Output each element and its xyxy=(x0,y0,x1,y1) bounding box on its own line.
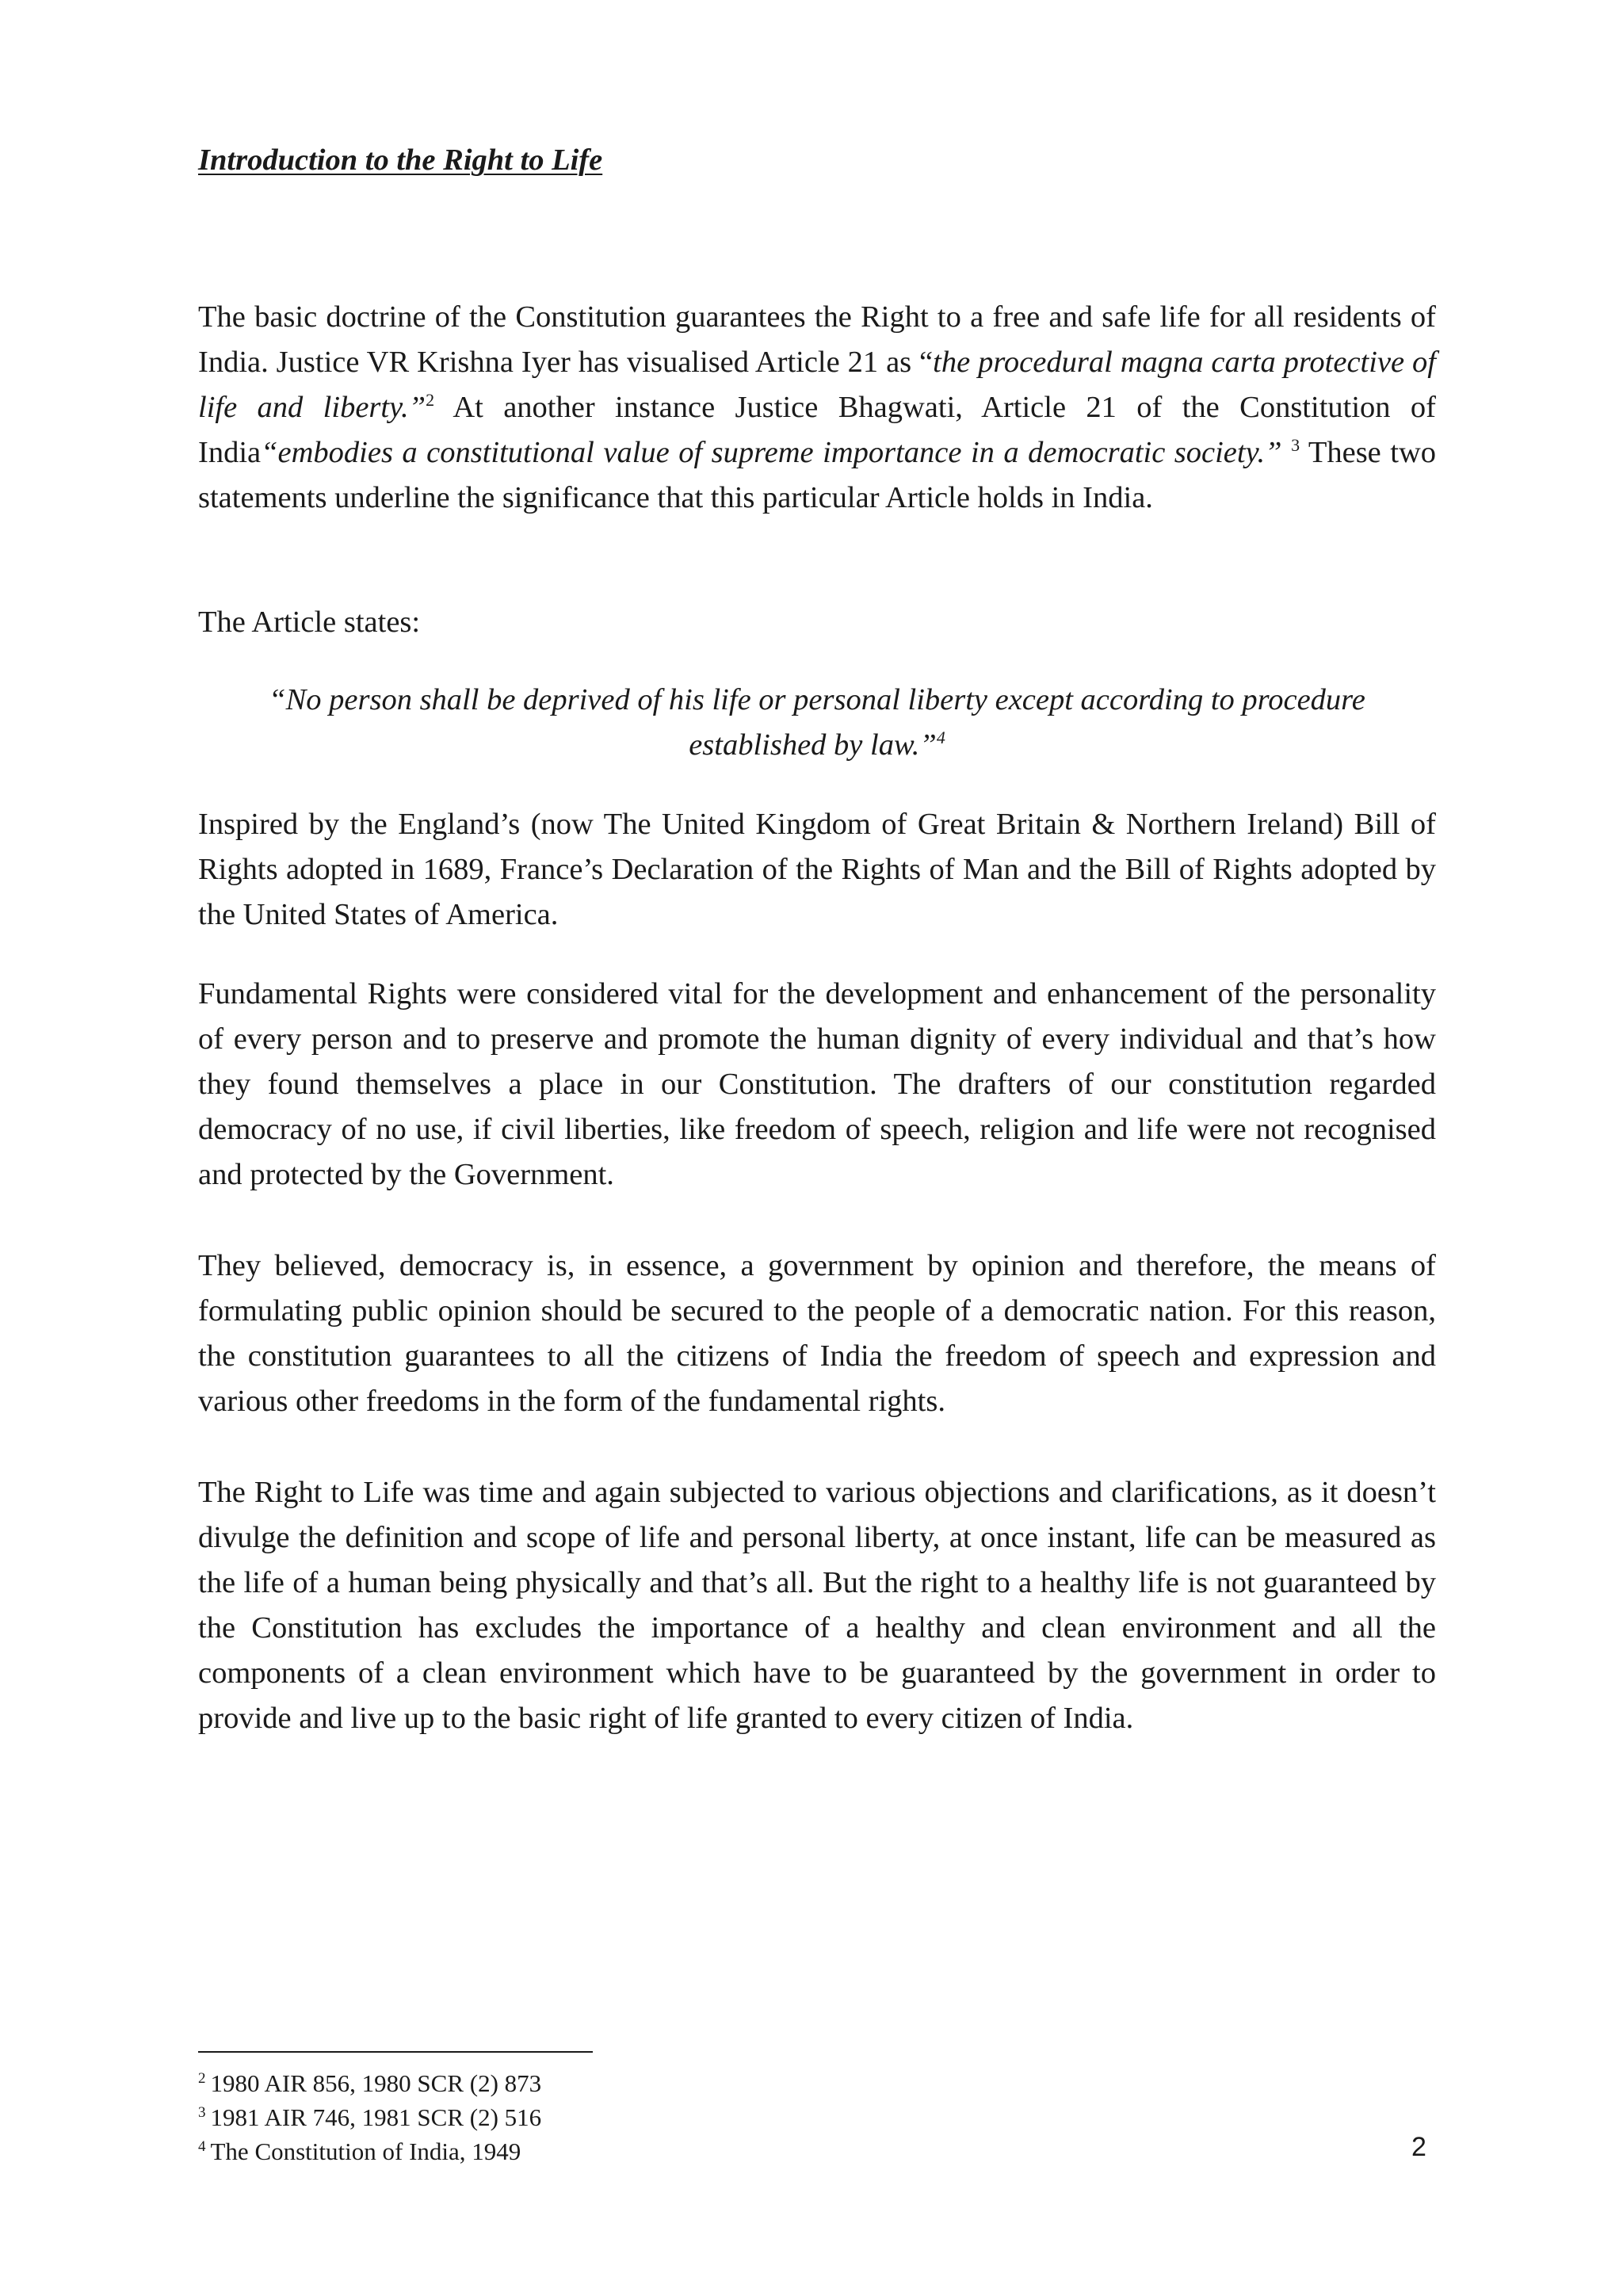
intro-text-3: These two statements underline the significance that this particular Article holds in India. xyxy=(198,436,1436,514)
intro-text-2: At another instance Justice Bhagwati, Article 21 of the Constitution of India xyxy=(198,391,1436,469)
footnote-number: 4 xyxy=(198,2137,206,2155)
footnote-ref-2: 2 xyxy=(426,390,435,411)
footnote-4 xyxy=(198,2134,541,2168)
footnote-2 xyxy=(198,2066,541,2100)
footnote-number: 2 xyxy=(198,2069,206,2087)
inspiration-paragraph: Inspired by the England’s (now The United Kingdom of Great Britain & Northern Ireland) Bill of Rights adopted in 1689, France’s Declaration of the Rights of Man and the Bill of Rights adopted by the United States of America. xyxy=(198,808,1436,931)
bhagwati-quote: “embodies a constitutional value of supreme importance in a democratic society.” xyxy=(261,436,1292,469)
intro-text-1: The basic doctrine of the Constitution guarantees the Right to a free and safe life for all residents of India. Justice VR Krishna Iyer has visualised Article 21 as “ xyxy=(198,300,1436,379)
intro-paragraph xyxy=(198,295,1436,521)
iyer-quote: the procedural magna carta protective of life and liberty.” xyxy=(198,346,1436,424)
footnote-ref-3: 3 xyxy=(1291,435,1300,456)
section-title: Introduction to the Right to Life xyxy=(198,143,603,177)
footnote-3 xyxy=(198,2100,541,2134)
article-21-quote xyxy=(198,678,1436,768)
page-number: 2 xyxy=(1411,2132,1426,2162)
footnote-text: 1980 AIR 856, 1980 SCR (2) 873 xyxy=(210,2069,542,2097)
footnote-divider xyxy=(198,2051,593,2053)
right-to-life-paragraph: The Right to Life was time and again subjected to various objections and clarifications, as it doesn’t divulge the definition and scope of life and personal liberty, at once instant, life can be measured as the life of a human being physically and that’s all. But the right to a healthy life is not guaranteed by the Constitution has excludes the importance of a healthy and clean environment and all the components of a clean environment which have to be guaranteed by the government in order to provide and live up to the basic right of life granted to every citizen of India. xyxy=(198,1476,1436,1735)
article-21-quote-text: “No person shall be deprived of his life or personal liberty except according to procedure established by law.” xyxy=(269,683,1365,762)
footnote-ref-4: 4 xyxy=(936,728,945,748)
footnote-text: The Constitution of India, 1949 xyxy=(210,2137,521,2165)
democracy-paragraph: They believed, democracy is, in essence, a government by opinion and therefore, the means of formulating public opinion should be secured to the people of a democratic nation. For this reason, the constitution guarantees to all the citizens of India the freedom of speech and expression and various other freedoms in the form of the fundamental rights. xyxy=(198,1249,1436,1418)
footnote-number: 3 xyxy=(198,2103,206,2121)
article-states-paragraph: The Article states: xyxy=(198,606,421,639)
footnotes xyxy=(198,2066,541,2168)
fundamental-rights-paragraph: Fundamental Rights were considered vital for the development and enhancement of the personality of every person and to preserve and promote the human dignity of every individual and that’s how they found themselves a place in our Constitution. The drafters of our constitution regarded democracy of no use, if civil liberties, like freedom of speech, religion and life were not recognised and protected by the Government. xyxy=(198,977,1436,1191)
footnote-text: 1981 AIR 746, 1981 SCR (2) 516 xyxy=(210,2103,542,2131)
